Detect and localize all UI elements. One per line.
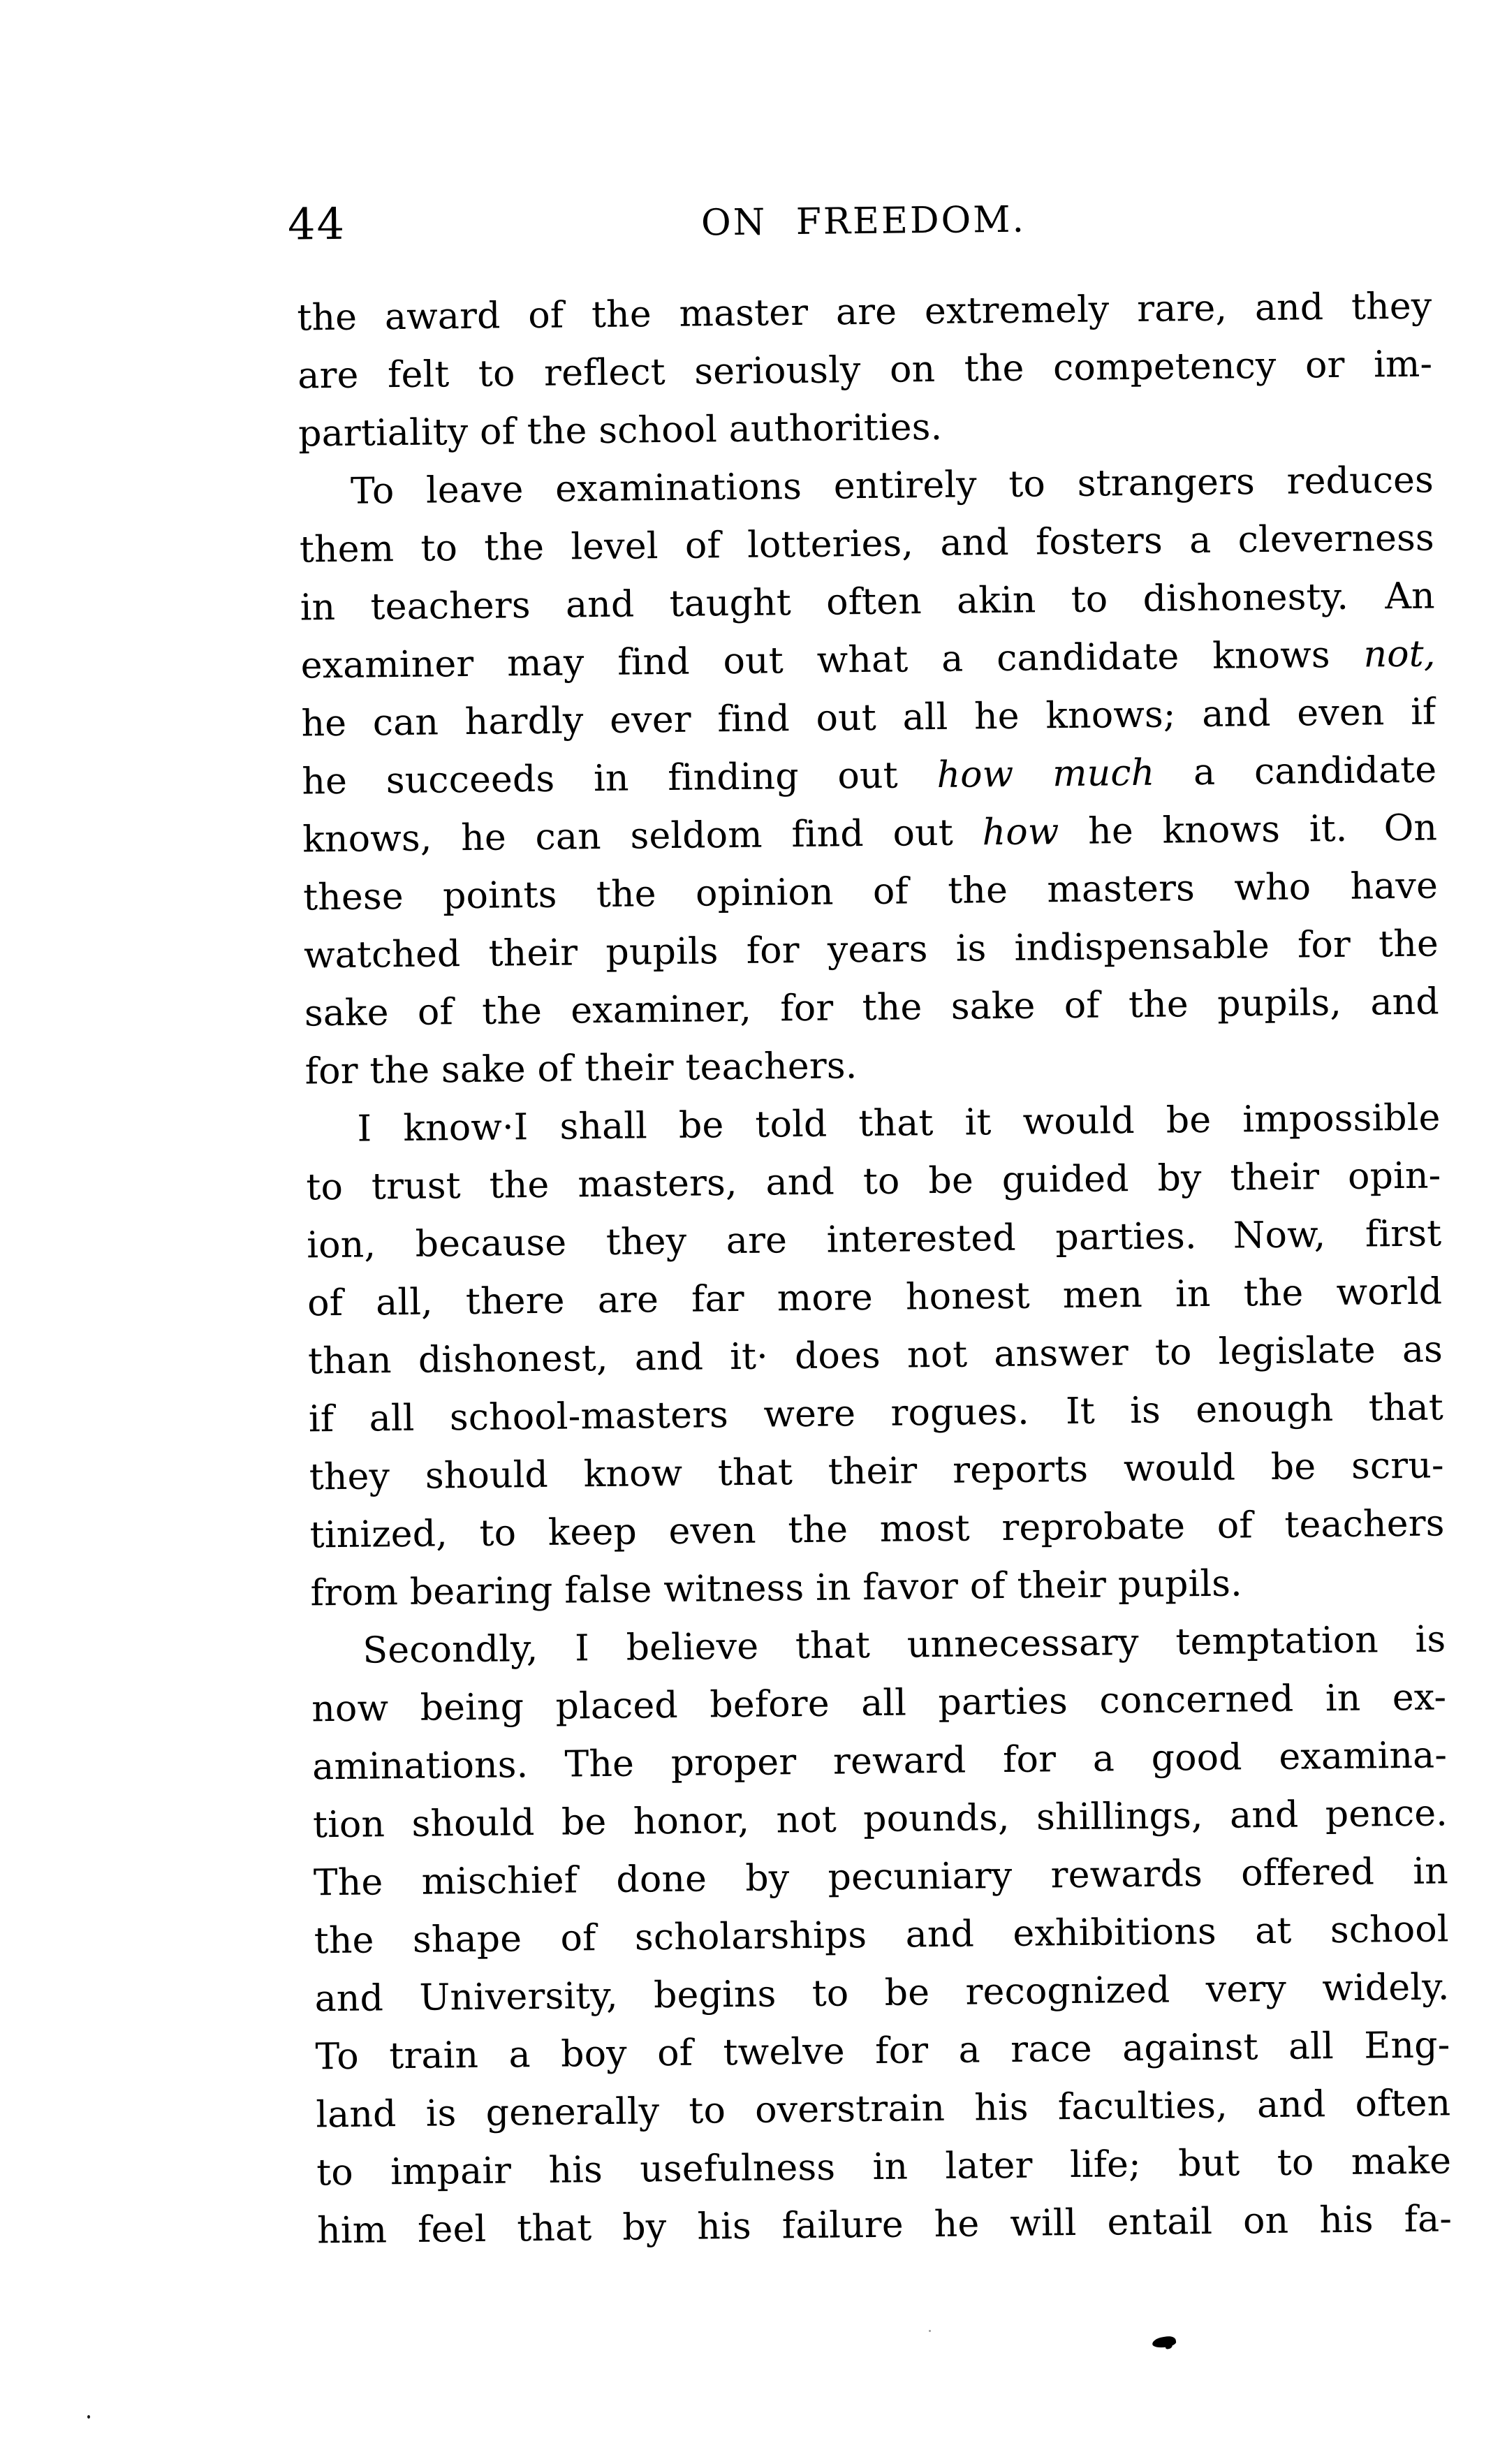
- text-segment: for the sake of their teachers.: [304, 1045, 858, 1093]
- text-segment: and University, begins to be recognized very widely.: [314, 1966, 1450, 2021]
- faint-speck-artifact: [929, 2330, 931, 2332]
- text-segment: tion should be honor, not pounds, shillings, and pence.: [312, 1792, 1448, 1847]
- text-segment: he knows it. On: [1059, 807, 1438, 853]
- text-segment: I know·I shall be told that it would be impossible: [357, 1097, 1441, 1150]
- text-segment: sake of the examiner, for the sake of the pupils, and: [304, 981, 1440, 1035]
- text-segment: these points the opinion of the masters who have: [302, 865, 1439, 919]
- text-segment: him feel that by his failure he will entail on his fa-: [316, 2198, 1453, 2252]
- text-segment: from bearing false witness in favor of their pupils.: [310, 1562, 1243, 1615]
- text-segment: The mischief done by pecuniary rewards offered in: [313, 1850, 1449, 1905]
- italic-text: how much: [936, 751, 1155, 796]
- text-segment: the award of the master are extremely rare, and they: [297, 285, 1432, 339]
- dust-speck-artifact: [87, 2415, 90, 2419]
- text-segment: To train a boy of twelve for a race against all Eng-: [315, 2024, 1450, 2078]
- text-segment: they should know that their reports would be scru-: [309, 1444, 1445, 1499]
- text-segment: them to the level of lotteries, and fosters a cleverness: [299, 517, 1435, 571]
- text-segment: ion, because they are interested parties. Now, first: [307, 1212, 1442, 1267]
- text-segment: aminations. The proper reward for a good examina-: [311, 1734, 1448, 1789]
- italic-text: not,: [1363, 633, 1436, 676]
- text-segment: the shape of scholarships and exhibitions at school: [314, 1908, 1450, 1963]
- running-head: [287, 191, 1432, 251]
- italic-text: how: [982, 811, 1059, 854]
- text-segment: examiner may find out what a candidate knows: [300, 633, 1364, 687]
- text-segment: land is generally to overstrain his faculties, and often: [316, 2082, 1451, 2136]
- text-block: [297, 277, 1452, 2260]
- text-segment: in teachers and taught often akin to dishonesty. An: [300, 575, 1436, 629]
- text-segment: To leave examinations entirely to strangers reduces: [350, 459, 1434, 513]
- text-segment: a candidate: [1154, 749, 1437, 794]
- text-segment: to impair his usefulness in later life; but to make: [316, 2140, 1452, 2194]
- text-segment: Secondly, I believe that unnecessary temptation is: [362, 1618, 1446, 1672]
- text-segment: knows, he can seldom find out: [302, 812, 983, 861]
- text-line: [304, 973, 1439, 1043]
- text-segment: watched their pupils for years is indispensable for the: [303, 923, 1439, 977]
- text-line: [309, 1495, 1445, 1564]
- text-segment: to trust the masters, and to be guided by their opin-: [306, 1154, 1441, 1209]
- text-line: [297, 335, 1433, 405]
- text-segment: he can hardly ever find out all he knows; and even if: [301, 691, 1436, 745]
- text-segment: now being placed before all parties concerned in ex-: [311, 1676, 1447, 1731]
- text-line: [317, 2190, 1453, 2260]
- text-segment: partiality of the school authorities.: [297, 406, 943, 455]
- running-title: ON FREEDOM.: [700, 198, 1027, 244]
- text-segment: tinized, to keep even the most reprobate of teachers: [309, 1502, 1445, 1557]
- text-segment: he succeeds in finding out: [302, 754, 937, 803]
- text-segment: if all school-masters were rogues. It is enough that: [308, 1386, 1444, 1441]
- text-segment: of all, there are far more honest men in the world: [307, 1270, 1443, 1325]
- text-segment: are felt to reflect seriously on the competency or im-: [297, 343, 1433, 397]
- page-number: 44: [287, 198, 346, 250]
- text-segment: than dishonest, and it· does not answer to legislate as: [307, 1328, 1443, 1383]
